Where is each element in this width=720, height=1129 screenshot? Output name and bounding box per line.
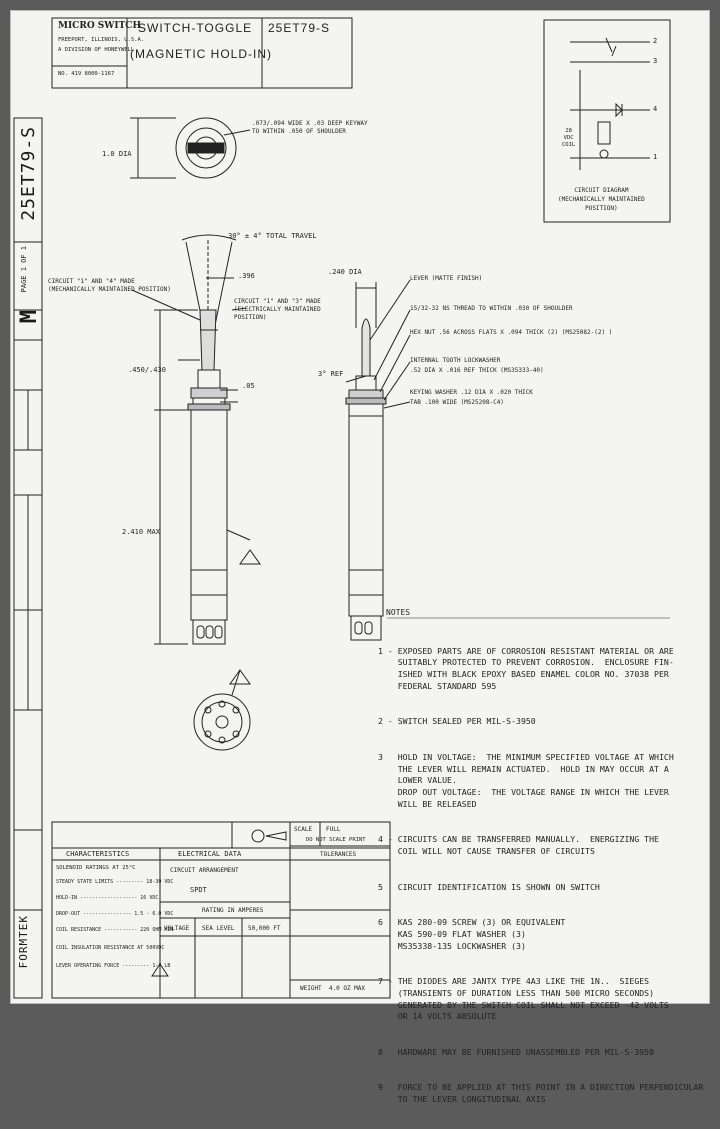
note-7: 7 - THE DIODES ARE JANTX TYPE 4A3 LIKE THE 1N.. SIEGES (TRANSIENTS OF DURATION LESS THAN 500 MICRO SECONDS) GENERATED BY THE SWITCH COIL SHALL NOT EXCEED -42 VOLTS OR 14 VOLTS ABSOLUTE	[378, 975, 669, 1022]
table-voltage: VOLTAGE	[164, 925, 190, 932]
company-number: NO. 419 8000-1167	[58, 71, 115, 77]
terminal-2: 2	[653, 37, 658, 45]
side-part-number: 25ET79-S	[18, 126, 39, 221]
dim-max-length: 2.410 MAX	[122, 528, 160, 536]
keyway-note: .073/.094 WIDE X .03 DEEP KEYWAY TO WITHIN .050 OF SHOULDER	[252, 120, 368, 135]
circuit-elec-note: CIRCUIT "1" AND "3" MADE (ELECTRICALLY MAINTAINED POSITION)	[234, 298, 321, 321]
company-logo: MICRO SWITCH	[58, 21, 141, 31]
dim-396: .396	[238, 272, 255, 280]
callout-keying-2: TAB .100 WIDE (MS25208-C4)	[410, 399, 504, 406]
note-4: 4 - CIRCUITS CAN BE TRANSFERRED MANUALLY. ENERGIZING THE COIL WILL NOT CAUSE TRANSFER OF CIRCUITS	[378, 834, 659, 857]
solenoid-row: DROP-OUT ---------------- 1.5 - 6.0 VDC	[56, 911, 174, 917]
solenoid-row: COIL INSULATION RESISTANCE AT 500VDC	[56, 945, 165, 951]
table-altitude: 50,000 FT	[248, 925, 281, 932]
callout-thread: 15/32-32 NS THREAD TO WITHIN .030 OF SHOULDER	[410, 305, 573, 312]
side-page-label: PAGE 1 OF 1	[20, 246, 28, 293]
solenoid-row: STEADY STATE LIMITS --------- 18-30 VDC	[56, 879, 174, 885]
company-city: FREEPORT, ILLINOIS, U.S.A.	[58, 37, 145, 43]
solenoid-row: LEVER OPERATING FORCE --------- 1-7 LB	[56, 963, 171, 969]
table-weight: WEIGHT 4.0 OZ MAX	[300, 985, 366, 992]
callout-lever: LEVER (MATTE FINISH)	[410, 275, 483, 282]
coil-voltage: 28 VDC COIL	[562, 128, 576, 148]
terminal-3: 3	[653, 57, 658, 65]
solenoid-row: HOLD-IN ------------------- 16 VDC	[56, 895, 159, 901]
notes-heading: NOTES	[386, 608, 411, 617]
dim-bushing: .450/.430	[128, 366, 166, 374]
note-6: 6 KAS 280-09 SCREW (3) OR EQUIVALENT KAS 590-09 FLAT WASHER (3) MS35338-135 LOCKWASHER (3)	[378, 916, 566, 951]
solenoid-row: COIL RESISTANCE ----------- 220 OHM MIN	[56, 927, 174, 933]
callout-lockwasher-2: .52 DIA X .016 REF THICK (MS35333-40)	[410, 367, 544, 374]
company-division: A DIVISION OF HONEYWELL	[58, 47, 135, 53]
circuit-caption: CIRCUIT DIAGRAM (MECHANICALLY MAINTAINED POSITION)	[558, 187, 645, 212]
note-9: 9 FORCE TO BE APPLIED AT THIS POINT IN A DIRECTION PERPENDICULAR TO THE LEVER LONGITUDINAL AXIS	[378, 1082, 704, 1104]
title-part-number: 25ET79-S	[268, 21, 331, 35]
table-characteristics: CHARACTERISTICS	[66, 850, 130, 858]
table-tolerances: TOLERANCES	[320, 851, 357, 858]
table-spdt: SPDT	[190, 886, 207, 894]
note-8: 8 HARDWARE MAY BE FURNISHED UNASSEMBLED PER MIL-S-3950	[378, 1046, 655, 1057]
terminal-4: 4	[653, 105, 658, 113]
table-sea-level: SEA LEVEL	[202, 925, 235, 932]
table-rating: RATING IN AMPERES	[202, 907, 264, 914]
callout-lockwasher-1: INTERNAL TOOTH LOCKWASHER	[410, 357, 501, 364]
dim-3-ref: 3° REF	[318, 370, 344, 378]
dim-05: .05	[242, 382, 255, 390]
drawing-sheet	[10, 10, 710, 1104]
travel-note: 30° ± 4° TOTAL TRAVEL	[228, 232, 317, 240]
callout-hex-nut: HEX NUT .56 ACROSS FLATS X .094 THICK (2) (MS25082-(2) )	[410, 329, 613, 336]
solenoid-heading: SOLENOID RATINGS AT 25°C	[56, 865, 136, 871]
description-line-2: (MAGNETIC HOLD-IN)	[130, 47, 272, 61]
note-1: 1 - EXPOSED PARTS ARE OF CORROSION RESISTANT MATERIAL OR ARE SUITABLY PROTECTED TO PREVENT CORROSION. ENCLOSURE FIN- ISHED WITH BLACK EPOXY BASED ENAMEL COLOR NO. 37038 PER FEDERAL STANDARD 595	[378, 645, 674, 691]
table-scale-label: SCALE	[294, 826, 313, 833]
table-scale-value: FULL	[326, 826, 341, 833]
description-line-1: SWITCH-TOGGLE	[138, 21, 253, 35]
callout-keying-1: KEYING WASHER .12 DIA X .020 THICK	[410, 389, 533, 396]
table-electrical-data: ELECTRICAL DATA	[178, 850, 242, 858]
dim-240-dia: .240 DIA	[328, 268, 362, 276]
note-3: 3 HOLD IN VOLTAGE: THE MINIMUM SPECIFIED VOLTAGE AT WHICH THE LEVER WILL REMAIN ACTUATED. HOLD IN MAY OCCUR AT A LOWER VALUE. DROP OUT VOLTAGE: THE VOLTAGE RANGE IN WHICH THE LEVER WILL BE RELEASED	[378, 751, 674, 809]
table-do-not-scale: DO NOT SCALE PRINT	[306, 837, 366, 843]
terminal-1: 1	[653, 153, 658, 161]
note-5: 5 CIRCUIT IDENTIFICATION IS SHOWN ON SWITCH	[378, 881, 600, 892]
side-revision-letter: M	[17, 310, 42, 324]
notes-list	[378, 622, 703, 1129]
side-formtek: FORMTEK	[17, 915, 30, 969]
circuit-mech-note: CIRCUIT "1" AND "4" MADE (MECHANICALLY MAINTAINED POSITION)	[48, 278, 171, 293]
table-circuit-arrangement: CIRCUIT ARRANGEMENT	[170, 867, 239, 874]
note-2: 2 - SWITCH SEALED PER MIL-S-3950	[378, 716, 536, 727]
dim-dia: 1.0 DIA	[102, 150, 132, 158]
